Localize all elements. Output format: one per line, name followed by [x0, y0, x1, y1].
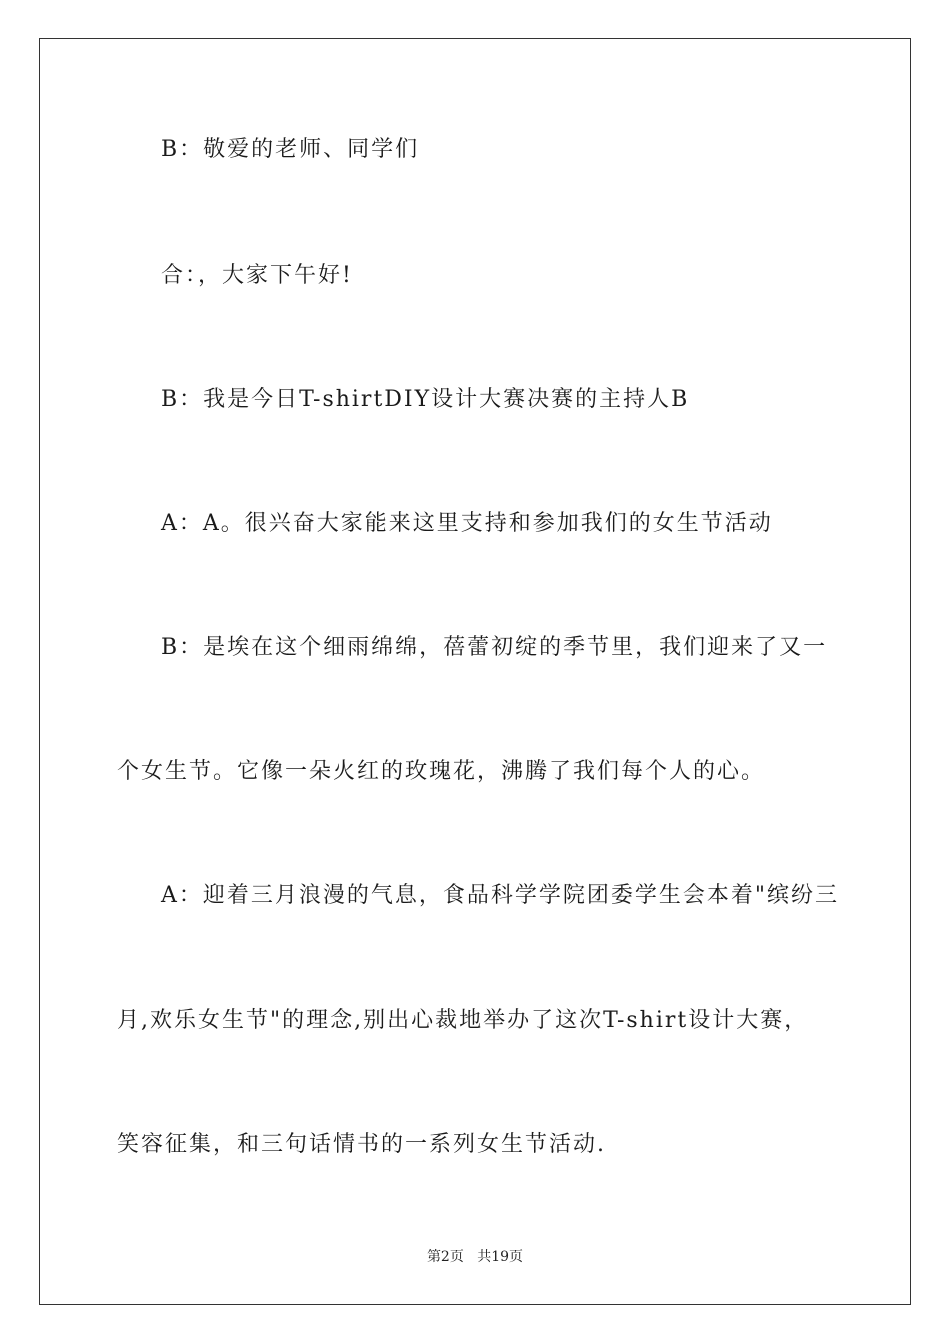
paragraph-6-line-2: 月,欢乐女生节"的理念,别出心裁地举办了这次T-shirt设计大赛， [117, 1008, 809, 1033]
paragraph-6-line-3: 笑容征集，和三句话情书的一系列女生节活动. [117, 1132, 606, 1157]
page-total: 共19页 [477, 1249, 524, 1265]
paragraph-5-line-2: 个女生节。它像一朵火红的玫瑰花，沸腾了我们每个人的心。 [117, 759, 766, 784]
page-border [39, 38, 911, 1305]
page-number: 第2页 [426, 1249, 464, 1265]
paragraph-1: B：敬爱的老师、同学们 [161, 137, 420, 162]
paragraph-2: 合：，大家下午好! [161, 263, 353, 288]
paragraph-5-line-1: B：是埃在这个细雨绵绵，蓓蕾初绽的季节里，我们迎来了又一 [161, 635, 828, 660]
paragraph-4: A：A。很兴奋大家能来这里支持和参加我们的女生节活动 [161, 511, 773, 536]
paragraph-3: B：我是今日T-shirtDIY设计大赛决赛的主持人B [161, 387, 690, 412]
page-footer [0, 1248, 950, 1266]
paragraph-6-line-1: A：迎着三月浪漫的气息，食品科学学院团委学生会本着"缤纷三 [161, 883, 840, 908]
